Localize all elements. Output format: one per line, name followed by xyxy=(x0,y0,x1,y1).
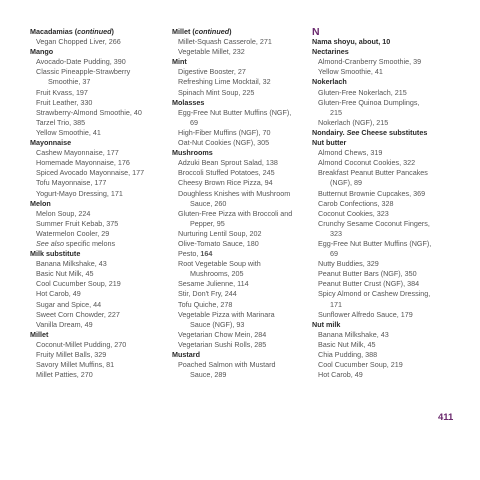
index-heading xyxy=(30,199,165,209)
entry-text: Poached Salmon with Mustard xyxy=(178,360,276,370)
index-subentry xyxy=(172,300,310,310)
index-continuation xyxy=(172,320,310,330)
entry-text: Fruit Leather, 330 xyxy=(36,97,93,107)
entry-text: Vegan Chopped Liver, 266 xyxy=(36,37,121,47)
index-subentry xyxy=(30,209,165,219)
index-subentry xyxy=(312,189,457,199)
entry-text: Mayonnaise xyxy=(30,138,72,148)
entry-text: Gluten-Free Quinoa Dumplings, xyxy=(318,97,420,107)
index-subentry xyxy=(312,209,457,219)
index-subentry xyxy=(172,360,310,370)
index-column-2 xyxy=(172,27,310,380)
entry-text: 171 xyxy=(330,299,342,309)
entry-text: Mango xyxy=(30,47,54,57)
index-subentry xyxy=(312,67,457,77)
entry-text: Adzuki Bean Sprout Salad, 138 xyxy=(178,158,278,168)
index-subentry xyxy=(172,249,310,259)
index-subentry xyxy=(172,189,310,199)
entry-text: Fruit Kvass, 197 xyxy=(36,87,88,97)
entry-text: Coconut-Millet Pudding, 270 xyxy=(36,339,127,349)
index-subentry xyxy=(312,88,457,98)
index-heading xyxy=(172,57,310,67)
entry-text: Egg-Free Nut Butter Muffins (NGF), xyxy=(318,238,432,248)
section-letter xyxy=(312,27,457,37)
index-subentry xyxy=(312,239,457,249)
entry-text: Digestive Booster, 27 xyxy=(178,67,246,77)
entry-text: Basic Nut Milk, 45 xyxy=(318,339,376,349)
entry-text: Root Vegetable Soup with xyxy=(178,259,261,269)
entry-text: Peanut Butter Crust (NGF), 384 xyxy=(318,279,420,289)
entry-text: Savory Millet Muffins, 81 xyxy=(36,360,115,370)
index-heading xyxy=(312,77,457,87)
index-subentry xyxy=(172,340,310,350)
index-subentry xyxy=(172,88,310,98)
entry-text: Crunchy Sesame Coconut Fingers, xyxy=(318,218,430,228)
entry-text: Sunflower Alfredo Sauce, 179 xyxy=(318,309,413,319)
index-subentry xyxy=(172,138,310,148)
index-subentry xyxy=(312,330,457,340)
entry-text: Sauce, 260 xyxy=(190,198,227,208)
entry-text: Banana Milkshake, 43 xyxy=(318,329,389,339)
entry-text: High-Fiber Muffins (NGF), 70 xyxy=(178,127,271,137)
index-subentry xyxy=(30,148,165,158)
entry-text: Pepper, 95 xyxy=(190,218,225,228)
entry-text: Chia Pudding, 388 xyxy=(318,350,378,359)
index-continuation xyxy=(172,269,310,279)
entry-text: Mushrooms, 205 xyxy=(190,269,244,279)
entry-text: Gluten-Free Pizza with Broccoli and xyxy=(178,208,293,218)
index-heading xyxy=(312,128,457,138)
index-heading xyxy=(30,47,165,57)
index-subentry xyxy=(30,320,165,330)
index-subentry xyxy=(30,239,165,249)
index-subentry xyxy=(30,67,165,77)
index-column-1 xyxy=(30,27,165,380)
index-subentry xyxy=(30,128,165,138)
index-subentry xyxy=(30,279,165,289)
entry-text: Millet xyxy=(30,329,49,339)
entry-text: Vegetable Millet, 232 xyxy=(178,47,245,57)
entry-text: Sugar and Spice, 44 xyxy=(36,299,102,309)
index-subentry xyxy=(30,300,165,310)
index-subentry xyxy=(312,118,457,128)
index-subentry xyxy=(312,289,457,299)
index-subentry xyxy=(312,148,457,158)
entry-text: Tarzel Trio, 385 xyxy=(36,117,86,127)
entry-text: continued xyxy=(77,27,112,36)
entry-text: Yellow Smoothie, 41 xyxy=(318,67,383,77)
entry-text: Summer Fruit Kebab, 375 xyxy=(36,218,119,228)
index-subentry xyxy=(312,360,457,370)
index-continuation xyxy=(172,118,310,128)
entry-text: Mustard xyxy=(172,350,200,359)
entry-text: Milk substitute xyxy=(30,249,81,259)
index-subentry xyxy=(312,168,457,178)
entry-text: Sweet Corn Chowder, 227 xyxy=(36,309,120,319)
entry-text: Carob Confections, 328 xyxy=(318,198,394,208)
entry-text: Millet-Squash Casserole, 271 xyxy=(178,37,272,47)
entry-text: Strawberry-Almond Smoothie, 40 xyxy=(36,107,142,117)
entry-text: Cool Cucumber Soup, 219 xyxy=(36,279,121,289)
index-continuation xyxy=(312,229,457,239)
entry-text: Vegetable Pizza with Marinara xyxy=(178,309,275,319)
index-subentry xyxy=(312,310,457,320)
index-subentry xyxy=(172,330,310,340)
index-subentry xyxy=(312,158,457,168)
index-heading xyxy=(30,27,165,37)
entry-text: Doughless Knishes with Mushroom xyxy=(178,188,291,198)
entry-text: 69 xyxy=(330,249,338,259)
index-continuation xyxy=(172,370,310,380)
entry-text: Nokerlach (NGF), 215 xyxy=(318,117,389,127)
entry-text: Yellow Smoothie, 41 xyxy=(36,127,101,137)
entry-text: Pesto, xyxy=(178,249,201,259)
entry-text: Millet ( xyxy=(172,27,195,36)
entry-text: Watermelon Cooler, 29 xyxy=(36,228,110,238)
index-subentry xyxy=(30,108,165,118)
entry-text: Almond-Cranberry Smoothie, 39 xyxy=(318,57,422,67)
index-subentry xyxy=(172,128,310,138)
index-subentry xyxy=(312,57,457,67)
index-subentry xyxy=(172,47,310,57)
entry-text: Homemade Mayonnaise, 176 xyxy=(36,158,130,168)
index-subentry xyxy=(312,219,457,229)
entry-text: Gluten-Free Nokerlach, 215 xyxy=(318,87,407,97)
entry-text: Spiced Avocado Mayonnaise, 177 xyxy=(36,168,145,178)
entry-text: 323 xyxy=(330,228,342,238)
entry-text: Broccoli Stuffed Potatoes, 245 xyxy=(178,168,275,178)
entry-text: Melon Soup, 224 xyxy=(36,208,91,218)
entry-text: Millet Patties, 270 xyxy=(36,370,93,380)
entry-text: Stir, Don't Fry, 244 xyxy=(178,289,237,299)
index-heading xyxy=(172,27,310,37)
index-subentry xyxy=(312,350,457,360)
index-continuation xyxy=(172,199,310,209)
entry-text: ) xyxy=(111,27,114,36)
index-subentry xyxy=(172,168,310,178)
entry-text: Melon xyxy=(30,198,51,208)
index-subentry xyxy=(30,178,165,188)
entry-text: Hot Carob, 49 xyxy=(318,370,363,380)
index-subentry xyxy=(30,88,165,98)
entry-text: 215 xyxy=(330,107,342,117)
entry-text: Nut butter xyxy=(312,138,347,148)
entry-text: Almond Chews, 319 xyxy=(318,148,383,158)
index-subentry xyxy=(312,199,457,209)
entry-text: Vegetarian Chow Mein, 284 xyxy=(178,329,267,339)
entry-text: Nurturing Lentil Soup, 202 xyxy=(178,228,262,238)
index-subentry xyxy=(30,57,165,67)
index-subentry xyxy=(30,340,165,350)
index-heading xyxy=(172,98,310,108)
entry-text: Refreshing Lime Mocktail, 32 xyxy=(178,77,271,87)
index-subentry xyxy=(30,289,165,299)
entry-text: Breakfast Peanut Butter Pancakes xyxy=(318,168,428,178)
entry-text: Nama shoyu, about, xyxy=(312,37,383,47)
entry-text: Molasses xyxy=(172,97,205,107)
entry-text: Oat-Nut Cookies (NGF), 305 xyxy=(178,138,270,148)
entry-text: Egg-Free Nut Butter Muffins (NGF), xyxy=(178,107,292,117)
entry-text: Sesame Julienne, 114 xyxy=(178,279,249,289)
entry-text: Fruity Millet Balls, 329 xyxy=(36,350,107,359)
entry-text: 164 xyxy=(200,249,213,259)
index-heading xyxy=(172,350,310,360)
entry-text: Basic Nut Milk, 45 xyxy=(36,269,94,279)
index-subentry xyxy=(312,269,457,279)
index-subentry xyxy=(312,370,457,380)
entry-text: 10 xyxy=(382,37,391,47)
index-continuation xyxy=(30,77,165,87)
entry-text: Spinach Mint Soup, 225 xyxy=(178,87,255,97)
index-subentry xyxy=(172,239,310,249)
index-heading xyxy=(30,330,165,340)
index-subentry xyxy=(312,279,457,289)
index-subentry xyxy=(172,289,310,299)
entry-text: Cheesy Brown Rice Pizza, 94 xyxy=(178,178,273,188)
entry-text: Cashew Mayonnaise, 177 xyxy=(36,148,119,158)
index-subentry xyxy=(312,98,457,108)
entry-text: Cheese substitutes xyxy=(359,127,428,137)
entry-text: Peanut Butter Bars (NGF), 350 xyxy=(318,269,417,279)
entry-text: Vegetarian Sushi Rolls, 285 xyxy=(178,339,267,349)
index-continuation xyxy=(172,219,310,229)
index-subentry xyxy=(30,158,165,168)
index-heading xyxy=(30,249,165,259)
index-subentry xyxy=(172,259,310,269)
index-subentry xyxy=(172,108,310,118)
entry-text: Vanilla Dream, 49 xyxy=(36,319,93,329)
entry-text: Cool Cucumber Soup, 219 xyxy=(318,360,403,370)
index-subentry xyxy=(172,209,310,219)
page-number: 411 xyxy=(438,412,454,423)
index-subentry xyxy=(30,360,165,370)
index-subentry xyxy=(30,259,165,269)
index-subentry xyxy=(30,219,165,229)
entry-text: (NGF), 89 xyxy=(330,178,362,188)
index-subentry xyxy=(30,118,165,128)
entry-text: Sauce (NGF), 93 xyxy=(190,319,245,329)
index-subentry xyxy=(30,189,165,199)
index-subentry xyxy=(172,67,310,77)
entry-text: Tofu Quiche, 278 xyxy=(178,299,233,309)
index-heading xyxy=(30,138,165,148)
entry-text: See also xyxy=(36,238,64,248)
entry-text: See xyxy=(346,127,360,137)
index-continuation xyxy=(312,108,457,118)
entry-text: specific melons xyxy=(63,238,116,248)
index-subentry xyxy=(30,229,165,239)
index-heading xyxy=(172,148,310,158)
index-subentry xyxy=(172,37,310,47)
entry-text: Mint xyxy=(172,57,187,67)
index-subentry xyxy=(172,310,310,320)
index-subentry xyxy=(172,279,310,289)
entry-text: 69 xyxy=(190,117,198,127)
entry-text: Smoothie, 37 xyxy=(48,77,91,87)
entry-text: Butternut Brownie Cupcakes, 369 xyxy=(318,188,426,198)
index-subentry xyxy=(312,259,457,269)
index-subentry xyxy=(30,168,165,178)
index-subentry xyxy=(172,77,310,87)
index-continuation xyxy=(312,178,457,188)
index-subentry xyxy=(312,340,457,350)
entry-text: Spicy Almond or Cashew Dressing, xyxy=(318,289,431,299)
index-subentry xyxy=(30,37,165,47)
index-continuation xyxy=(312,300,457,310)
index-heading xyxy=(312,320,457,330)
entry-text: Almond Coconut Cookies, 322 xyxy=(318,158,416,168)
entry-text: Coconut Cookies, 323 xyxy=(318,208,389,218)
entry-text: N xyxy=(312,26,320,38)
entry-text: Nokerlach xyxy=(312,77,347,87)
index-subentry xyxy=(30,310,165,320)
entry-text: Avocado-Date Pudding, 390 xyxy=(36,57,126,67)
entry-text: Yogurt-Mayo Dressing, 171 xyxy=(36,188,123,198)
index-continuation xyxy=(312,249,457,259)
entry-text: Olive-Tomato Sauce, 180 xyxy=(178,238,259,248)
index-subentry xyxy=(30,370,165,380)
index-heading xyxy=(312,138,457,148)
entry-text: Sauce, 289 xyxy=(190,370,227,380)
entry-text: Nutty Buddies, 329 xyxy=(318,259,379,269)
entry-text: Banana Milkshake, 43 xyxy=(36,259,107,269)
entry-text: continued xyxy=(194,27,230,36)
entry-text: Macadamias ( xyxy=(30,27,78,36)
entry-text: Hot Carob, 49 xyxy=(36,289,81,299)
index-heading xyxy=(312,47,457,57)
index-subentry xyxy=(172,158,310,168)
entry-text: ) xyxy=(229,27,232,36)
index-subentry xyxy=(30,98,165,108)
index-column-3 xyxy=(312,27,457,380)
index-subentry xyxy=(172,229,310,239)
index-subentry xyxy=(172,178,310,188)
entry-text: Nondairy. xyxy=(312,127,347,137)
index-subentry xyxy=(30,350,165,360)
entry-text: Nut milk xyxy=(312,319,341,329)
index-subentry xyxy=(30,269,165,279)
index-heading xyxy=(312,37,457,47)
entry-text: Classic Pineapple-Strawberry xyxy=(36,67,131,77)
entry-text: Nectarines xyxy=(312,47,349,57)
entry-text: Tofu Mayonnaise, 177 xyxy=(36,178,107,188)
entry-text: Mushrooms xyxy=(172,148,213,158)
